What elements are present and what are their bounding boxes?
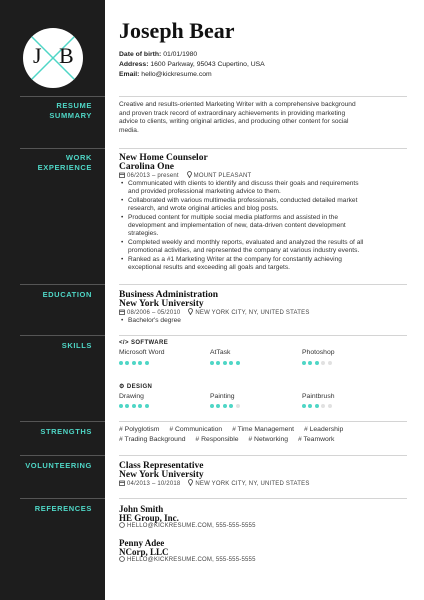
skill-dot-filled — [302, 361, 306, 365]
dob-label: Date of birth: — [119, 51, 162, 58]
volunteer-title: Class Representative — [119, 461, 204, 471]
section-label-references: REFERENCES — [34, 504, 92, 513]
list-item — [120, 239, 408, 256]
reference-name: Penny Adee — [119, 538, 165, 548]
dob-line — [119, 50, 197, 59]
strength-tag: # Networking — [248, 436, 289, 443]
summary-line: and proven track record of extraordinary achievements in providing marketing — [119, 109, 346, 117]
job-title: New Home Counselor — [119, 153, 208, 163]
skill-dot-filled — [138, 404, 142, 408]
job-company: Carolina One — [119, 162, 174, 172]
skill-dot-filled — [315, 361, 319, 365]
content-divider — [119, 421, 407, 422]
sidebar-divider — [20, 148, 105, 149]
list-item: • Bachelor's degree — [120, 317, 408, 325]
skill-dot-filled — [132, 361, 136, 365]
address-line — [119, 60, 265, 69]
job-location: MOUNT PLEASANT — [193, 173, 252, 179]
sidebar-divider — [20, 335, 105, 336]
skill-name: AtTask — [210, 349, 231, 356]
bullet-line: research, and wrote original articles and blog posts. — [128, 205, 279, 213]
section-label-summary — [0, 101, 92, 121]
bullet-line: • Communicated with clients to identify and discuss their goals and requirements — [128, 180, 359, 187]
section-label-line: WORK — [65, 153, 92, 162]
email-line — [119, 70, 212, 79]
skill-dot-filled — [119, 404, 123, 408]
candidate-name: Joseph Bear — [119, 18, 235, 43]
skill-level-dots — [210, 361, 242, 366]
email-icon — [119, 556, 125, 565]
content-divider — [119, 335, 407, 336]
strength-tag: # Polyglotism — [119, 426, 160, 433]
summary-line: advice to clients, writing original articles, and producing other content for social — [119, 118, 349, 126]
education-school: New York University — [119, 299, 204, 309]
section-label-volunteering: VOLUNTEERING — [25, 461, 92, 470]
summary-text — [119, 101, 409, 135]
skill-name: Painting — [210, 393, 235, 400]
strength-tag: # Time Management — [232, 426, 295, 433]
skill-dot-empty — [321, 404, 325, 408]
strength-tag: # Communication — [169, 426, 223, 433]
avatar — [23, 28, 83, 88]
skill-level-dots — [210, 404, 242, 409]
content-divider — [119, 284, 407, 285]
bullet-line: development and implementation of new, data-driven content development — [128, 222, 346, 230]
skill-dot-filled — [216, 361, 220, 365]
content-divider — [119, 148, 407, 149]
strength-row — [119, 425, 409, 435]
bullet-line: exceptional results and exceeding all goals and targets. — [128, 264, 291, 272]
avatar-initial-last: B — [59, 43, 74, 68]
skill-dot-filled — [125, 361, 129, 365]
skill-dot-empty — [328, 361, 332, 365]
volunteer-dates: 04/2013 – 10/2018 — [127, 481, 181, 487]
skill-category-label: DESIGN — [126, 384, 153, 390]
skill-dot-filled — [145, 361, 149, 365]
reference-company: NCorp, LLC — [119, 547, 169, 557]
address-label: Address: — [119, 61, 149, 68]
section-label-education: EDUCATION — [42, 290, 92, 299]
skill-dot-empty — [236, 404, 240, 408]
list-item — [120, 180, 408, 197]
reference-contact-text: HELLO@KICKRESUME.COM, 555-555-5555 — [127, 557, 256, 563]
sidebar-divider — [20, 498, 105, 499]
email-value: hello@kickresume.com — [141, 71, 212, 78]
education-bullets — [120, 317, 408, 325]
skill-dot-empty — [328, 404, 332, 408]
skill-dot-filled — [138, 361, 142, 365]
bullet-line: • Completed weekly and monthly reports, evaluated and analyzed the results of all — [128, 238, 364, 246]
email-label: Email: — [119, 71, 140, 78]
skill-dot-filled — [210, 361, 214, 365]
skill-name: Drawing — [119, 393, 144, 400]
skill-dot-filled — [308, 361, 312, 365]
sidebar-divider — [20, 284, 105, 285]
skill-dot-filled — [119, 361, 123, 365]
dob-value: 01/01/1980 — [163, 51, 198, 58]
summary-line: media. — [119, 126, 139, 134]
bullet-line: and provided professional marketing advice to them. — [128, 188, 281, 196]
skill-level-dots — [119, 361, 151, 366]
skill-name: Photoshop — [302, 349, 335, 356]
content-divider — [119, 96, 407, 97]
section-label-skills: SKILLS — [61, 341, 92, 350]
calendar-icon — [119, 480, 125, 489]
strength-tag: # Trading Background — [119, 436, 186, 443]
reference-name: John Smith — [119, 504, 164, 514]
bullet-line: • Collaborated with various multimedia professionals, conducted detailed market — [128, 196, 358, 204]
skill-category-label: SOFTWARE — [130, 340, 169, 346]
skill-name: Paintbrush — [302, 393, 335, 400]
skill-dot-filled — [308, 404, 312, 408]
strength-tag: # Leadership — [303, 426, 344, 433]
education-location: NEW YORK CITY, NY, UNITED STATES — [195, 310, 310, 316]
sidebar-divider — [20, 455, 105, 456]
bullet-line: promotional activities, and represented the company at various industry events. — [128, 247, 360, 255]
strength-tag: # Teamwork — [297, 436, 335, 443]
reference-contact — [119, 522, 256, 531]
skill-category-design — [119, 383, 152, 391]
reference-contact-text: HELLO@KICKRESUME.COM, 555-555-5555 — [127, 523, 256, 529]
job-dates: 06/2013 – present — [127, 173, 179, 179]
reference-contact — [119, 556, 256, 565]
skill-name: Microsoft Word — [119, 349, 165, 356]
sidebar-divider — [20, 96, 105, 97]
list-item — [120, 197, 408, 214]
skill-dot-empty — [321, 361, 325, 365]
skill-dot-filled — [210, 404, 214, 408]
sidebar-divider — [20, 421, 105, 422]
skill-dot-filled — [315, 404, 319, 408]
code-icon: </> — [119, 340, 131, 346]
job-bullets — [120, 180, 408, 272]
skill-dot-filled — [132, 404, 136, 408]
skill-dot-filled — [223, 404, 227, 408]
content-divider — [119, 455, 407, 456]
list-item — [120, 214, 408, 239]
strength-tags — [119, 425, 409, 445]
education-dates: 08/2006 – 05/2010 — [127, 310, 181, 316]
email-icon — [119, 522, 125, 531]
skill-category-software — [119, 339, 168, 347]
skill-dot-filled — [229, 404, 233, 408]
bullet-line: • Ranked as a #1 Marketing Writer at the company for constantly achieving — [128, 255, 342, 263]
skill-dot-filled — [229, 361, 233, 365]
location-pin-icon — [188, 479, 193, 489]
section-label-line: SUMMARY — [49, 111, 92, 120]
skill-dot-filled — [145, 404, 149, 408]
section-label-line: EXPERIENCE — [37, 163, 92, 172]
skill-dot-filled — [223, 361, 227, 365]
skill-dot-filled — [236, 361, 240, 365]
address-value: 1600 Parkway, 95043 Cupertino, USA — [150, 61, 265, 68]
skill-level-dots — [302, 361, 334, 366]
skill-dot-filled — [302, 404, 306, 408]
summary-line: Creative and results-oriented Marketing Writer with a comprehensive background — [119, 101, 356, 108]
skill-level-dots — [119, 404, 151, 409]
skill-level-dots — [302, 404, 334, 409]
skill-dot-filled — [125, 404, 129, 408]
bullet-line: • Produced content for multiple social media platforms and assisted in the — [128, 213, 339, 221]
section-label-work — [0, 153, 92, 173]
strength-row — [119, 435, 409, 445]
skill-dot-filled — [216, 404, 220, 408]
reference-company: HE Group, Inc. — [119, 513, 179, 523]
content-divider — [119, 498, 407, 499]
avatar-initial-first: J — [33, 43, 42, 68]
design-icon: ⚙ — [119, 384, 127, 390]
education-degree: Business Administration — [119, 290, 218, 300]
volunteer-meta — [119, 479, 310, 489]
volunteer-org: New York University — [119, 470, 204, 480]
section-label-strengths: STRENGTHS — [40, 427, 92, 436]
section-label-line: RESUME — [56, 101, 92, 110]
volunteer-location: NEW YORK CITY, NY, UNITED STATES — [195, 481, 310, 487]
strength-tag: # Responsible — [195, 436, 239, 443]
bullet-line: strategies. — [128, 230, 159, 238]
avatar-cross-lines — [23, 28, 83, 88]
list-item — [120, 256, 408, 273]
